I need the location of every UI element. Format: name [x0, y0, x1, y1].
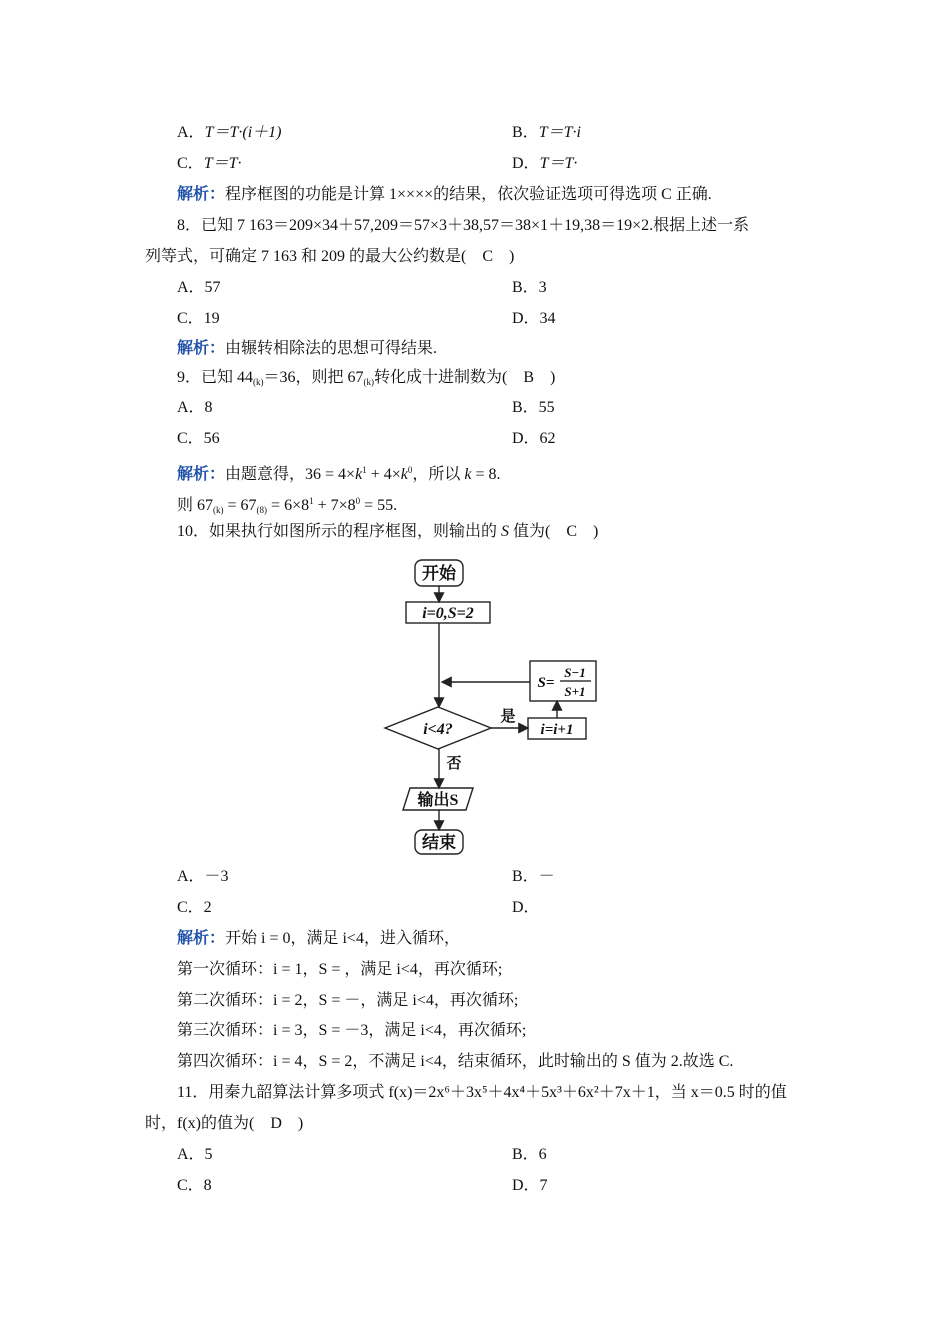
- q10-option-b: B．－: [512, 868, 555, 885]
- q10-option-c: C．2: [177, 899, 212, 916]
- q9-option-d: D．62: [512, 430, 556, 447]
- q11-stem-line1: 11．用秦九韶算法计算多项式 f(x)＝2x⁶＋3x⁵＋4x⁴＋5x³＋6x²＋7x＋1，当 x＝0.5 时的值: [177, 1084, 787, 1101]
- q7-option-b: B．T＝T·i: [512, 124, 581, 141]
- q9-option-a: A．8: [177, 399, 213, 416]
- q11-option-d: D．7: [512, 1177, 548, 1194]
- q11-stem-line2: 时，f(x)的值为( D ): [145, 1115, 304, 1132]
- q9-stem: 9．已知 $44_{(k)}=36$，则把 $67_{(k)}$转化成十进制数为( B ): [177, 369, 556, 387]
- q10-analysis-line5: 第四次循环：i = 4，S = 2，不满足 i<4，结束循环，此时输出的 S 值为 2.故选 C.: [177, 1053, 734, 1070]
- q8-analysis: [177, 339, 437, 359]
- q8-option-c: C．19: [177, 310, 220, 327]
- q7-analysis: [177, 185, 712, 205]
- q7-option-c-text: T＝T·: [203, 155, 242, 172]
- q11-option-a: A．5: [177, 1146, 213, 1163]
- flow-update-s-lhs: S=: [537, 675, 555, 691]
- q10-option-a: A．－3: [177, 868, 229, 885]
- q10-analysis-line2: 第一次循环：i = 1，S = ，满足 i<4，再次循环;: [177, 961, 503, 978]
- flow-no-label: 否: [446, 756, 462, 772]
- q8-stem-line1: 8．已知 7 163＝209×34＋57,209＝57×3＋38,57＝38×1＋19,38＝19×2.根据上述一系: [177, 217, 750, 234]
- analysis-label: 解析：: [177, 340, 226, 357]
- q7-option-c: C．T＝T·: [177, 155, 242, 172]
- q8-option-b: B．3: [512, 279, 547, 296]
- q10-option-d: D．: [512, 899, 540, 916]
- flow-init-label: i=0,S=2: [422, 605, 474, 622]
- analysis-label: 解析：: [177, 930, 226, 947]
- flow-output-label: 输出S: [417, 792, 459, 809]
- q10-analysis-line3: 第二次循环：i = 2，S = －，满足 i<4，再次循环;: [177, 992, 519, 1009]
- q11-option-b: B．6: [512, 1146, 547, 1163]
- q8-option-d: D．34: [512, 310, 556, 327]
- q7-option-d-text: T＝T·: [539, 155, 578, 172]
- flow-update-i-label: i=i+1: [540, 722, 574, 738]
- q8-analysis-text: 由辗转相除法的思想可得结果.: [225, 340, 438, 357]
- q10-stem: 10．如果执行如图所示的程序框图，则输出的 S 值为( C ): [177, 523, 599, 540]
- flow-yes-label: 是: [500, 709, 516, 725]
- q7-option-a-text: T＝T·(i＋1): [204, 124, 282, 141]
- flow-start-label: 开始: [422, 564, 456, 583]
- q7-option-b-text: T＝T·i: [538, 124, 581, 141]
- analysis-label: 解析：: [177, 466, 226, 483]
- q7-analysis-text: 程序框图的功能是计算 1××××的结果，依次验证选项可得选项 C 正确.: [225, 186, 712, 203]
- q10-analysis-line1: 解析：开始 i = 0，满足 i<4，进入循环，: [177, 930, 460, 947]
- q9-option-c: C．56: [177, 430, 220, 447]
- flow-end-label: 结束: [422, 833, 456, 852]
- analysis-label: 解析：: [177, 186, 226, 203]
- q11-option-c: C．8: [177, 1177, 212, 1194]
- flowchart: [380, 555, 610, 860]
- q10-analysis-line4: 第三次循环：i = 3，S = －3，满足 i<4，再次循环;: [177, 1022, 527, 1039]
- flow-update-s-den: S+1: [564, 684, 586, 699]
- q7-option-d: D．T＝T·: [512, 155, 578, 172]
- q9-analysis-line1: 解析：由题意得，$36 = 4\times k^1 + 4\times k^0$，所以 k = 8.: [177, 465, 501, 483]
- q9-analysis-line2: 则 $67_{(k)} = 67_{(8)} = 6\times 8^1 + 7\times 8^0 = 55$.: [177, 496, 398, 515]
- flow-update-s-num: S−1: [564, 665, 586, 680]
- q8-option-a: A．57: [177, 279, 221, 296]
- q7-option-a: A．T＝T·(i＋1): [177, 124, 282, 141]
- q9-option-b: B．55: [512, 399, 555, 416]
- flow-cond-label: i<4?: [423, 721, 453, 738]
- q8-stem-line2: 列等式，可确定 7 163 和 209 的最大公约数是( C ): [145, 248, 515, 265]
